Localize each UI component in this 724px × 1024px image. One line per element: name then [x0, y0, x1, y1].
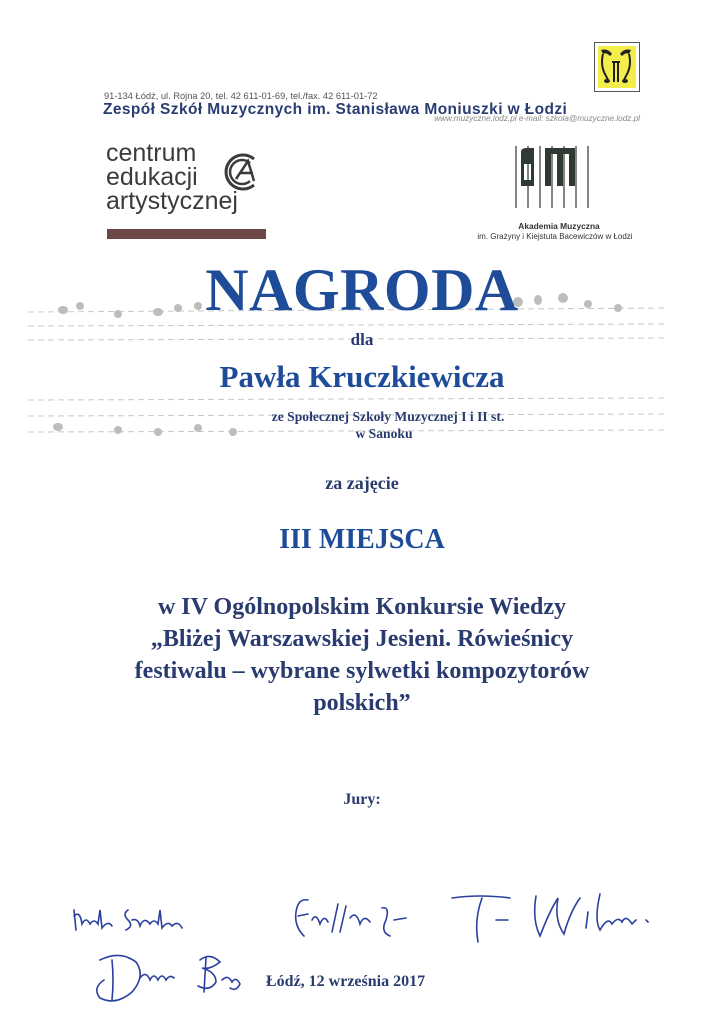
- signature-3: [452, 894, 648, 942]
- school-address: 91-134 Łódź, ul. Rojna 20, tel. 42 611-01-69, tel./fax. 42 611-01-72: [104, 91, 378, 101]
- competition-line-2: „Bliżej Warszawskiej Jesieni. Rówieśnicy: [150, 626, 574, 652]
- recipient-name: Pawła Kruczkiewicza: [219, 359, 505, 394]
- cea-line-1: centrum: [106, 139, 197, 167]
- competition-line-1: w IV Ogólnopolskim Konkursie Wiedzy: [157, 594, 567, 620]
- signature-1: [74, 910, 112, 930]
- academy-name: Akademia Muzyczna: [518, 221, 600, 231]
- competition-line-3: festiwalu – wybrane sylwetki kompozytorów: [134, 658, 590, 684]
- cea-line-2: edukacji: [106, 163, 198, 191]
- achievement-label: za zajęcie: [325, 473, 399, 493]
- recipient-town: w Sanoku: [355, 426, 413, 441]
- cea-mark-icon: [220, 151, 262, 193]
- place-awarded: III MIEJSCA: [279, 524, 445, 555]
- academy-piano-logo-icon: [514, 146, 596, 208]
- certificate-title: NAGRODA: [205, 257, 519, 323]
- music-notes-icon: [598, 46, 634, 86]
- zsm-logo: [594, 42, 640, 92]
- place-and-date: Łódź, 12 września 2017: [266, 973, 426, 990]
- school-name: Zespół Szkół Muzycznych im. Stanisława Moniuszki w Łodzi: [103, 101, 568, 118]
- jury-label: Jury:: [343, 791, 381, 808]
- academy-subtitle: im. Grażyny i Kiejstuta Bacewiczów w Łodzi: [477, 232, 633, 241]
- recipient-school: ze Społecznej Szkoły Muzycznej I i II st.: [271, 409, 505, 424]
- jury-signatures: [60, 880, 680, 1020]
- signature-4: [97, 955, 174, 1000]
- school-contact: www.muzyczne.lodz.pl e-mail: szkola@muzyczne.lodz.pl: [434, 114, 640, 123]
- competition-name: [0, 591, 724, 719]
- cea-line-3: artystycznej: [106, 187, 238, 215]
- cea-bar: [107, 229, 266, 239]
- signature-2: [296, 900, 406, 936]
- competition-line-4: polskich”: [313, 690, 411, 716]
- for-label: dla: [350, 330, 374, 349]
